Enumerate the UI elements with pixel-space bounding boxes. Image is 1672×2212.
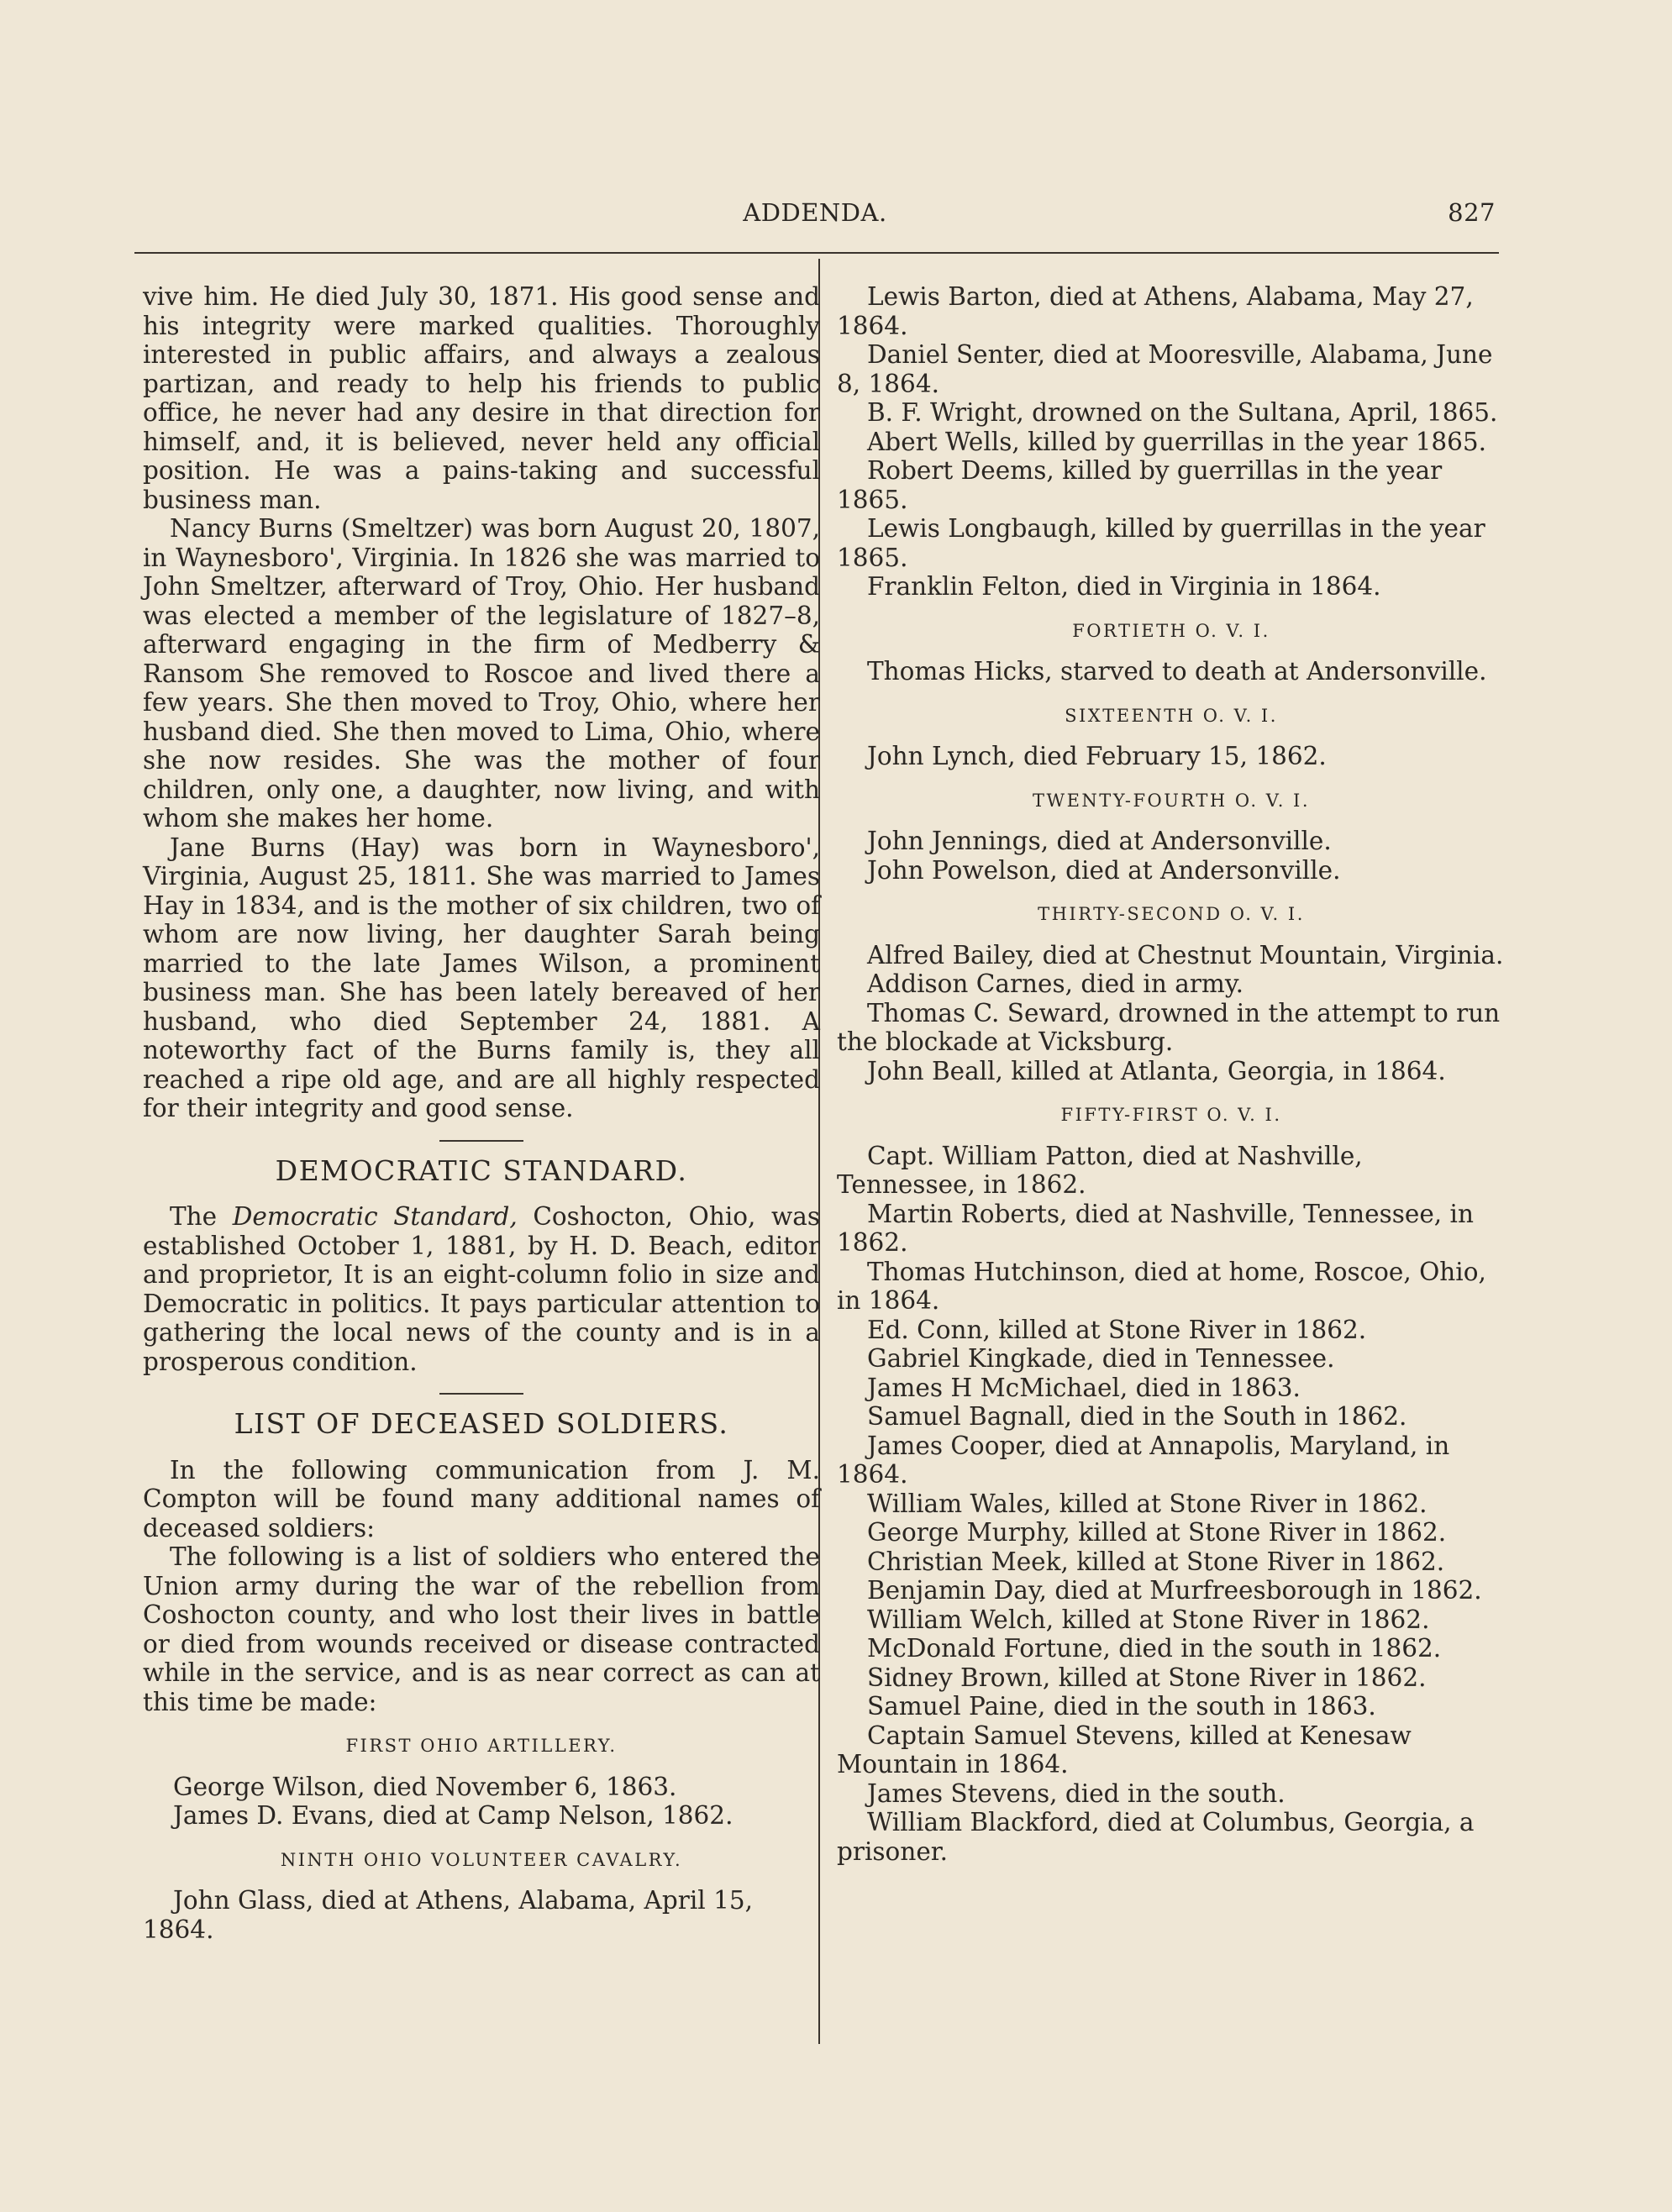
list-item: Lewis Barton, died at Athens, Alabama, May 27, 1864. [837,282,1474,340]
header-rule [134,252,1499,254]
section-separator [439,1140,523,1142]
list-item: Benjamin Day, died at Murfreesborough in 1862. [867,1576,1482,1605]
paragraph: In the following communication from J. M. Compton will be found many additional names of deceased soldiers: [143,1455,820,1542]
list-item: Martin Roberts, died at Nashville, Tennessee, in 1862. [837,1199,1474,1257]
list-item: Gabriel Kingkade, died in Tennessee. [867,1344,1335,1373]
list-item: William Wales, killed at Stone River in 1862. [867,1489,1428,1518]
list-item: Thomas Hutchinson, died at home, Roscoe, Ohio, in 1864. [837,1257,1486,1315]
section-separator [439,1393,523,1395]
list-item: Abert Wells, killed by guerrillas in the year 1865. [867,427,1487,456]
paragraph: Nancy Burns (Smeltzer) was born August 20, 1807, in Waynesboro', Virginia. In 1826 she was married to John Smeltzer, afterward of Troy, Ohio. Her husband was elected a member of the legislature of 1827–8, afterward engaging in the firm of Medberry & Ransom She removed to Roscoe and lived there a few years. She then moved to Troy, Ohio, where her husband died. She then moved to Lima, Ohio, where she now resides. She was the mother of four children, only one, a daughter, now living, and with whom she makes her home. [143,514,820,833]
list-item: George Murphy, killed at Stone River in 1862. [867,1518,1447,1547]
list-item: Sidney Brown, killed at Stone River in 1862. [867,1663,1427,1692]
paragraph: vive him. He died July 30, 1871. His good sense and his integrity were marked qualities. Thoroughly interested in public affairs, and always a zealous partizan, and ready to help his friends to public office, he never had any desire in that direction for himself, and, it is believed, never held any official position. He was a pains-taking and successful business man. [143,282,820,514]
subsection-heading: NINTH OHIO VOLUNTEER CAVALRY. [280,1849,683,1870]
list-item: William Blackford, died at Columbus, Georgia, a prisoner. [837,1808,1475,1866]
subsection-heading: FIRST OHIO ARTILLERY. [345,1736,618,1756]
list-item: James Cooper, died at Annapolis, Maryland, in 1864. [837,1431,1450,1489]
list-item: James D. Evans, died at Camp Nelson, 1862. [173,1801,733,1830]
subsection-heading: SIXTEENTH O. V. I. [1065,705,1278,726]
text-span: Coshocton, Ohio, was established October 1, 1881, by H. D. Beach, editor and proprietor, It is an eight-column folio in size and Democratic in politics. It pays particular attention to gathering the local news of the county and is in a prosperous condition. [143,1202,820,1376]
page-header [126,198,1504,240]
list-item: Franklin Felton, died in Virginia in 1864. [867,572,1381,601]
list-item: John Beall, killed at Atlanta, Georgia, in 1864. [867,1056,1446,1085]
list-item: John Glass, died at Athens, Alabama, April 15, 1864. [143,1886,753,1944]
subsection-heading: FIFTY-FIRST O. V. I. [1060,1105,1282,1125]
right-column [837,282,1506,1866]
text-span: The [170,1202,218,1231]
list-item: Thomas Hicks, starved to death at Andersonville. [867,657,1487,686]
paragraph: Jane Burns (Hay) was born in Waynesboro', Virginia, August 25, 1811. She was married to James Hay in 1834, and is the mother of six children, two of whom are now living, her daughter Sarah being married to the late James Wilson, a prominent business man. She has been lately bereaved of her husband, who died September 24, 1881. A noteworthy fact of the Burns family is, they all reached a ripe old age, and are all highly respected for their integrity and good sense. [143,833,820,1122]
section-heading: DEMOCRATIC STANDARD. [275,1153,688,1187]
newspaper-title: Democratic Standard, [232,1202,518,1231]
list-item: John Powelson, died at Andersonville. [867,855,1341,885]
subsection-heading: FORTIETH O. V. I. [1072,620,1270,641]
page-number: 827 [1448,198,1496,227]
list-item: McDonald Fortune, died in the south in 1862. [867,1634,1442,1663]
subsection-heading: THIRTY-SECOND O. V. I. [1038,904,1305,924]
list-item: James H McMichael, died in 1863. [867,1373,1301,1402]
list-item: Robert Deems, killed by guerrillas in the year 1865. [837,456,1443,514]
paragraph [143,1202,820,1376]
list-item: B. F. Wright, drowned on the Sultana, April, 1865. [867,398,1498,427]
list-item: Samuel Paine, died in the south in 1863. [867,1692,1376,1721]
list-item: Addison Carnes, died in army. [867,969,1244,998]
list-item: Capt. William Patton, died at Nashville, Tennessee, in 1862. [837,1141,1363,1199]
list-item: Christian Meek, killed at Stone River in 1862. [867,1547,1445,1576]
section-heading: LIST OF DECEASED SOLDIERS. [234,1407,729,1440]
running-title: ADDENDA. [743,198,887,227]
list-item: Daniel Senter, died at Mooresville, Alabama, June 8, 1864. [837,340,1493,398]
paragraph: The following is a list of soldiers who entered the Union army during the war of the rebellion from Coshocton county, and who lost their lives in battle or died from wounds received or disease contracted while in the service, and is as near correct as can at this time be made: [143,1542,820,1716]
left-column [143,282,820,1944]
list-item: John Jennings, died at Andersonville. [867,827,1332,855]
list-item: Thomas C. Seward, drowned in the attempt to run the blockade at Vicksburg. [837,998,1501,1056]
list-item: James Stevens, died in the south. [867,1779,1286,1808]
list-item: Samuel Bagnall, died in the South in 1862. [867,1402,1407,1431]
list-item: Ed. Conn, killed at Stone River in 1862. [867,1315,1367,1344]
list-item: William Welch, killed at Stone River in 1862. [867,1605,1430,1634]
list-item: George Wilson, died November 6, 1863. [173,1772,677,1801]
list-item: Alfred Bailey, died at Chestnut Mountain, Virginia. [867,940,1504,969]
list-item: Lewis Longbaugh, killed by guerrillas in the year 1865. [837,514,1485,572]
subsection-heading: TWENTY-FOURTH O. V. I. [1032,790,1311,811]
list-item: Captain Samuel Stevens, killed at Kenesaw Mountain in 1864. [837,1721,1412,1779]
list-item: John Lynch, died February 15, 1862. [867,742,1327,770]
